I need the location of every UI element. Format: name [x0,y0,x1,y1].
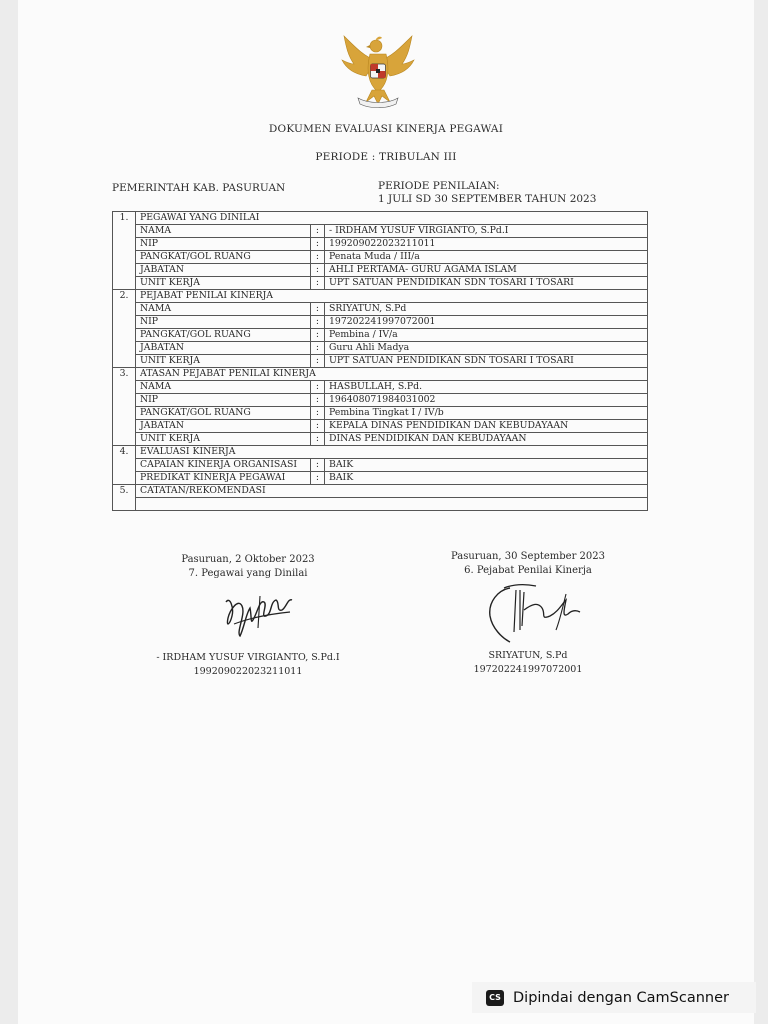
table-row [113,225,648,238]
signature-role: 6. Pejabat Penilai Kinerja [464,565,592,576]
table-row [113,342,648,355]
government-label: PEMERINTAH KAB. PASURUAN [112,182,286,194]
field-label: JABATAN [136,342,311,355]
table-row [113,420,648,433]
field-value: SRIYATUN, S.Pd [325,303,648,316]
assessor-name: SRIYATUN, S.Pd [488,650,568,661]
field-label: PANGKAT/GOL RUANG [136,329,311,342]
assessment-period-value: 1 JULI SD 30 SEPTEMBER TAHUN 2023 [378,193,597,205]
field-label: JABATAN [136,264,311,277]
camscanner-logo-icon: CS [486,990,504,1006]
field-value: BAIK [325,472,648,485]
section-number: 5. [113,485,136,511]
field-label: UNIT KERJA [136,355,311,368]
field-colon: : [311,459,325,472]
table-row [113,251,648,264]
assessor-nip: 197202241997072001 [473,664,583,675]
field-colon: : [311,251,325,264]
field-value: Pembina / IV/a [325,329,648,342]
section-title: CATATAN/REKOMENDASI [136,485,648,498]
scanned-page [18,0,754,1024]
section-title: ATASAN PEJABAT PENILAI KINERJA [136,368,648,381]
field-label: PANGKAT/GOL RUANG [136,251,311,264]
signature-block-employee [148,553,348,581]
field-value: UPT SATUAN PENDIDIKAN SDN TOSARI I TOSARI [325,355,648,368]
field-label: CAPAIAN KINERJA ORGANISASI [136,459,311,472]
field-colon: : [311,472,325,485]
table-row [113,433,648,446]
table-row [113,355,648,368]
signature-name-assessor [428,649,628,677]
field-label: NIP [136,316,311,329]
field-value: KEPALA DINAS PENDIDIKAN DAN KEBUDAYAAN [325,420,648,433]
section-title: PEGAWAI YANG DINILAI [136,212,648,225]
signature-name-employee [148,651,348,679]
section-header-row [113,485,648,498]
section-number: 2. [113,290,136,368]
field-label: JABATAN [136,420,311,433]
field-colon: : [311,329,325,342]
field-colon: : [311,225,325,238]
field-label: NAMA [136,303,311,316]
signature-place-date: Pasuruan, 2 Oktober 2023 [181,554,315,565]
employee-nip: 199209022023211011 [193,666,303,677]
field-colon: : [311,433,325,446]
table-row [113,316,648,329]
table-row [113,394,648,407]
field-colon: : [311,394,325,407]
field-value: 196408071984031002 [325,394,648,407]
table-row [113,407,648,420]
section-title: EVALUASI KINERJA [136,446,648,459]
section-number: 4. [113,446,136,485]
signature-employee-handwritten [220,588,300,644]
garuda-emblem-icon [336,30,420,110]
field-value: UPT SATUAN PENDIDIKAN SDN TOSARI I TOSARI [325,277,648,290]
table-row [113,277,648,290]
field-value: Guru Ahli Madya [325,342,648,355]
field-value: AHLI PERTAMA- GURU AGAMA ISLAM [325,264,648,277]
empty-notes-row [113,498,648,511]
assessment-period [378,180,596,206]
section-title: PEJABAT PENILAI KINERJA [136,290,648,303]
signature-place-date: Pasuruan, 30 September 2023 [450,551,605,562]
field-value: 197202241997072001 [325,316,648,329]
field-value: BAIK [325,459,648,472]
table-row [113,459,648,472]
field-colon: : [311,316,325,329]
evaluation-table [112,211,648,511]
field-label: UNIT KERJA [136,433,311,446]
section-header-row [113,446,648,459]
field-label: NIP [136,394,311,407]
table-row [113,381,648,394]
field-colon: : [311,342,325,355]
field-label: NIP [136,238,311,251]
field-colon: : [311,355,325,368]
field-colon: : [311,381,325,394]
field-label: NAMA [136,381,311,394]
table-row [113,329,648,342]
field-value: - IRDHAM YUSUF VIRGIANTO, S.Pd.I [325,225,648,238]
signature-block-assessor [428,550,628,578]
field-label: NAMA [136,225,311,238]
signature-assessor-handwritten [480,580,590,646]
field-label: UNIT KERJA [136,277,311,290]
field-value: Pembina Tingkat I / IV/b [325,407,648,420]
signature-role: 7. Pegawai yang Dinilai [188,568,308,579]
section-number: 1. [113,212,136,290]
section-header-row [113,212,648,225]
field-value: Penata Muda / III/a [325,251,648,264]
field-label: PANGKAT/GOL RUANG [136,407,311,420]
table-row [113,303,648,316]
field-colon: : [311,303,325,316]
camscanner-text: Dipindai dengan CamScanner [513,989,730,1006]
field-value: DINAS PENDIDIKAN DAN KEBUDAYAAN [325,433,648,446]
section-header-row [113,368,648,381]
notes-cell [136,498,648,511]
field-colon: : [311,407,325,420]
field-colon: : [311,238,325,251]
field-label: PREDIKAT KINERJA PEGAWAI [136,472,311,485]
field-colon: : [311,264,325,277]
field-value: 199209022023211011 [325,238,648,251]
document-title: DOKUMEN EVALUASI KINERJA PEGAWAI [268,123,504,135]
table-row [113,264,648,277]
camscanner-watermark [472,982,756,1013]
field-colon: : [311,277,325,290]
field-colon: : [311,420,325,433]
section-number: 3. [113,368,136,446]
table-row [113,472,648,485]
employee-name: - IRDHAM YUSUF VIRGIANTO, S.Pd.I [156,652,340,663]
table-row [113,238,648,251]
period-title: PERIODE : TRIBULAN III [315,151,457,163]
field-value: HASBULLAH, S.Pd. [325,381,648,394]
assessment-period-label: PERIODE PENILAIAN: [378,180,500,192]
section-header-row [113,290,648,303]
